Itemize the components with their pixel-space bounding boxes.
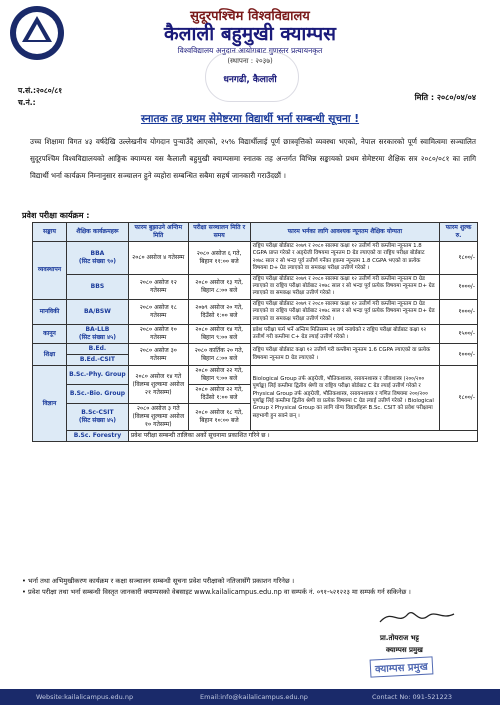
- faculty-cell: मानविकी: [33, 299, 67, 324]
- deadline-cell: २०८० असोज ३ गते (विलम्ब शुल्कमा असोज १० गतेसम्म): [128, 404, 188, 431]
- faculty-cell: विज्ञान: [33, 366, 67, 442]
- table-row: [33, 366, 478, 385]
- table-row: [33, 274, 478, 299]
- university-name: सुदूरपश्चिम विश्वविद्यालय: [190, 9, 310, 24]
- program-cell: [66, 325, 128, 344]
- col-faculty: सङ्काय: [33, 223, 67, 242]
- signatory-name: प्रा.तोयराज भट्ट: [380, 634, 419, 642]
- program-name: B.Ed.: [66, 344, 128, 355]
- table-header-row: [33, 223, 478, 242]
- deadline-cell: २०८० असोज १८ गतेसम्म: [128, 299, 188, 324]
- footer-email: Email:info@kailalicampus.edu.np: [200, 693, 308, 701]
- faculty-cell: कानून: [33, 325, 67, 344]
- seat-count: (सिट संख्या ४५): [78, 334, 116, 342]
- eligibility-cell: राष्ट्रिय परीक्षा बोर्डबाट २०७९ र २०८० सालमा कक्षा १२ उत्तीर्ण गरी कम्तीमा न्यूनतम D ग्रेड ल्याएको वा राष्ट्रिय परीक्षा बोर्डबाट २०७८ साल र सो भन्दा पूर्व प्रत्येक विषयमा न्यूनतम D+ ग्रेड ल्याएको वा समकक्ष परीक्षा उत्तीर्ण गरेको ।: [250, 274, 439, 299]
- notice-subject: स्नातक तह प्रथम सेमेष्टरमा विद्यार्थी भर्ना सम्बन्धी सूचना !: [140, 113, 360, 125]
- dispatch-number: च.नं.:: [18, 98, 36, 107]
- intro-paragraph: उच्च शिक्षामा विगत ४३ वर्षदेखि उल्लेखनीय योगदान पुऱ्याउँदै आएको, २५% विद्यार्थीलाई पूर्ण छात्रवृत्तिको व्यवस्था भएको, नेपाल सरकारको पूर्ण स्वामित्वमा सञ्चालित सुदूरपश्चिम विश्वविद्यालयको आङ्गिक क्याम्पस यस कैलाली बहुमुखी क्याम्पसमा स्नातक तह अन्तर्गत विभिन्न सङ्कायको प्रथम सेमेष्टरमा शैक्षिक सत्र २०८०/०८१ का लागि विद्यार्थी भर्ना कार्यक्रम निम्नानुसार सञ्चालन हुने व्यहोरा सम्बन्धित सबैमा सहर्ष जानकारी गराउँदछौं ।: [30, 137, 476, 180]
- faculty-cell: व्यवस्थापन: [33, 242, 67, 300]
- deadline-cell: २०८० असोज ३० गतेसम्म: [128, 344, 188, 366]
- eligibility-cell: राष्ट्रिय परीक्षा बोर्डबाट कक्षा १२ उत्तीर्ण गरी कम्तीमा न्यूनतम 1.6 CGPA ल्याएको वा प्रत्येक विषयमा न्यूनतम D ग्रेड ल्याएको ।: [250, 344, 439, 366]
- table-row: [33, 242, 478, 275]
- program-name: B.Sc. Forestry: [66, 431, 128, 442]
- table-row: [33, 431, 478, 442]
- col-deadline: फारम बुझाउने अन्तिम मिति: [128, 223, 188, 242]
- eligibility-cell: Biological Group तर्फ अङ्ग्रेजी, भौतिकशास्त्र, रसायनशास्त्र र जीवशास्त्र (२००/२०० पूर्णाङ्क) लिई कम्तीमा द्वितीय श्रेणी वा राष्ट्रिय परीक्षा बोर्डबाट C ग्रेड ल्याई उत्तीर्ण गरेको र Physical Group तर्फ अङ्ग्रेजी, भौतिकशास्त्र, रसायनशास्त्र र गणित विषयमा २००/२०० पूर्णाङ्क लिई कम्तीमा द्वितीय श्रेणी वा प्रत्येक विषयमा C ग्रेड ल्याई उत्तीर्ण गरेको । Biological Group र Physical Group का लागि योग्य विद्यार्थीहरू B.Sc. CSIT को प्रवेश परीक्षामा सहभागी हुन सक्ने छन् ।: [250, 366, 439, 431]
- eligibility-cell: राष्ट्रिय परीक्षा बोर्डबाट २०७९ र २०८० सालमा कक्षा १२ उत्तीर्ण गरी कम्तीमा न्यूनतम D ग्रेड ल्याएको वा राष्ट्रिय परीक्षा बोर्डबाट २०७८ साल र सो भन्दा पूर्व प्रत्येक विषयमा न्यूनतम D+ ग्रेड ल्याएको वा समकक्ष परीक्षा उत्तीर्ण गरेको ।: [250, 299, 439, 324]
- establishment-line: (स्थापना : २०३७): [227, 57, 273, 65]
- signature: [372, 606, 462, 628]
- footer-bar: [0, 689, 500, 705]
- forestry-note: प्रवेश परीक्षा सम्बन्धी तालिका अर्को सूचनामा प्रकाशित गरिने छ ।: [128, 431, 477, 442]
- col-program: शैक्षिक कार्यक्रमहरू: [66, 223, 128, 242]
- admission-table: [32, 222, 478, 442]
- note-item: • भर्ना तथा अभिमुखीकरण कार्यक्रम र कक्षा सञ्चालन सम्बन्धी सूचना प्रवेश परीक्षाको नतिजासँगै प्रकाशन गरिनेछ ।: [22, 577, 295, 585]
- fee-cell: १०००/-: [440, 299, 478, 324]
- fee-cell: १०००/-: [440, 344, 478, 366]
- footer-website: Website:kailalicampus.edu.np: [36, 693, 134, 701]
- program-name: BBA: [90, 249, 105, 257]
- program-heading: प्रवेश परीक्षा कार्यक्रम :: [22, 211, 90, 220]
- eligibility-cell: प्रवेश परीक्षा फर्म भर्ने अन्तिम मितिसम्म २१ वर्ष ननाघेको र राष्ट्रिय परीक्षा बोर्डबाट कक्षा १२ उत्तीर्ण गरी कम्तीमा C+ ग्रेड ल्याई उत्तीर्ण गरेको ।: [250, 325, 439, 344]
- notice-date: मिति : २०८०/०४/०४: [414, 93, 476, 102]
- campus-name: कैलाली बहुमुखी क्याम्पस: [164, 23, 336, 45]
- office-stamp: क्याम्पस प्रमुख: [370, 656, 434, 677]
- exam-cell: २०८० असोज २२ गते, दिउँसो १:०० बजे: [188, 385, 250, 404]
- exam-cell: २०८० असोज २२ गते, बिहान ९:०० बजे: [188, 366, 250, 385]
- fee-cell: १०००/-: [440, 274, 478, 299]
- notes-list: [22, 576, 482, 598]
- table-row: [33, 344, 478, 355]
- program-name: B.Sc.-Phy. Group: [66, 366, 128, 385]
- program-name: B.Ed.-CSIT: [66, 355, 128, 366]
- exam-cell: २०८० असोज १४ गते, बिहान ९:०० बजे: [188, 325, 250, 344]
- exam-cell: २०८० कार्तिक २० गते, बिहान ८:०० बजे: [188, 344, 250, 366]
- fee-cell: १८००/-: [440, 366, 478, 431]
- table-row: [33, 299, 478, 324]
- deadline-cell: २०८० असोज १२ गतेसम्म: [128, 274, 188, 299]
- col-exam: परीक्षा सञ्चालन मिति र समय: [188, 223, 250, 242]
- program-name: BBS: [66, 274, 128, 299]
- seat-count: (सिट संख्या ९०): [78, 257, 116, 265]
- campus-seal: [205, 52, 299, 102]
- program-cell: [66, 404, 128, 431]
- footer-contact: Contact No: 091-521223: [372, 693, 453, 701]
- note-text: प्रवेश परीक्षा तथा भर्ना सम्बन्धी विस्तृत जानकारी क्याम्पसको वेबसाइट www.kailalicampus.edu.np वा सम्पर्क नं. ०९१-५२१२२३ मा सम्पर्क गर्न सकिनेछ ।: [28, 588, 411, 596]
- campus-location: धनगढी, कैलाली: [223, 75, 277, 85]
- exam-cell: २०८० असोज १८ गते, बिहान १०:०० बजे: [188, 404, 250, 431]
- program-name: B.Sc.-Bio. Group: [66, 385, 128, 404]
- col-eligibility: फारम भर्नका लागि आवश्यक न्यूनतम शैक्षिक योग्यता: [250, 223, 439, 242]
- exam-cell: २०७९ असोज २० गते, दिउँसो १:०० बजे: [188, 299, 250, 324]
- program-name: BA/BSW: [66, 299, 128, 324]
- fee-cell: १५००/-: [440, 325, 478, 344]
- program-name: BA-LLB: [85, 326, 110, 334]
- deadline-cell: २०८० असोज ४ गतेसम्म: [128, 242, 188, 275]
- note-text: भर्ना तथा अभिमुखीकरण कार्यक्रम र कक्षा सञ्चालन सम्बन्धी सूचना प्रवेश परीक्षाको नतिजासँगै प्रकाशन गरिनेछ ।: [28, 577, 295, 585]
- accreditation-line: विश्वविद्यालय अनुदान आयोगबाट गुणस्तर प्रत्यायनकृत: [177, 46, 323, 55]
- exam-cell: २०८० असोज ६ गते, बिहान ११:०० बजे: [188, 242, 250, 275]
- reference-number: प.सं.:२०८०/८१: [18, 86, 63, 95]
- note-item: • प्रवेश परीक्षा तथा भर्ना सम्बन्धी विस्तृत जानकारी क्याम्पसको वेबसाइट www.kailalicampus.edu.np वा सम्पर्क नं. ०९१-५२१२२३ मा सम्पर्क गर्न सकिनेछ ।: [22, 588, 411, 596]
- col-fee: फारम शुल्क रु.: [440, 223, 478, 242]
- eligibility-cell: राष्ट्रिय परीक्षा बोर्डबाट २०७९ र २०८० सालमा कक्षा १२ उत्तीर्ण गरी कम्तीमा न्यूनतम 1.8 CGPA प्राप्त गरेको र अङ्ग्रेजी विषयमा न्यूनतम D ग्रेड ल्याएको वा राष्ट्रिय परीक्षा बोर्डबाट २०७८ साल र सो भन्दा पूर्व उत्तीर्ण गर्नेका हकमा न्यूनतम 1.8 CGPA भएको वा प्रत्येक विषयमा D+ ग्रेड ल्याएको वा समकक्ष परीक्षा उत्तीर्ण गरेको ।: [250, 242, 439, 275]
- exam-cell: २०८० असोज १३ गते, बिहान ८:०० बजे: [188, 274, 250, 299]
- program-cell: [66, 242, 128, 275]
- deadline-cell: २०८० असोज १४ गते (विलम्ब शुल्कमा असोज २१ गतेसम्म): [128, 366, 188, 404]
- deadline-cell: २०८० असोज १० गतेसम्म: [128, 325, 188, 344]
- faculty-cell: शिक्षा: [33, 344, 67, 366]
- program-name: B.Sc-CSIT: [81, 409, 114, 417]
- seat-count: (सिट संख्या ४५): [78, 417, 116, 425]
- fee-cell: १८००/-: [440, 242, 478, 275]
- table-row: [33, 325, 478, 344]
- signatory-title: क्याम्पस प्रमुख: [386, 646, 423, 654]
